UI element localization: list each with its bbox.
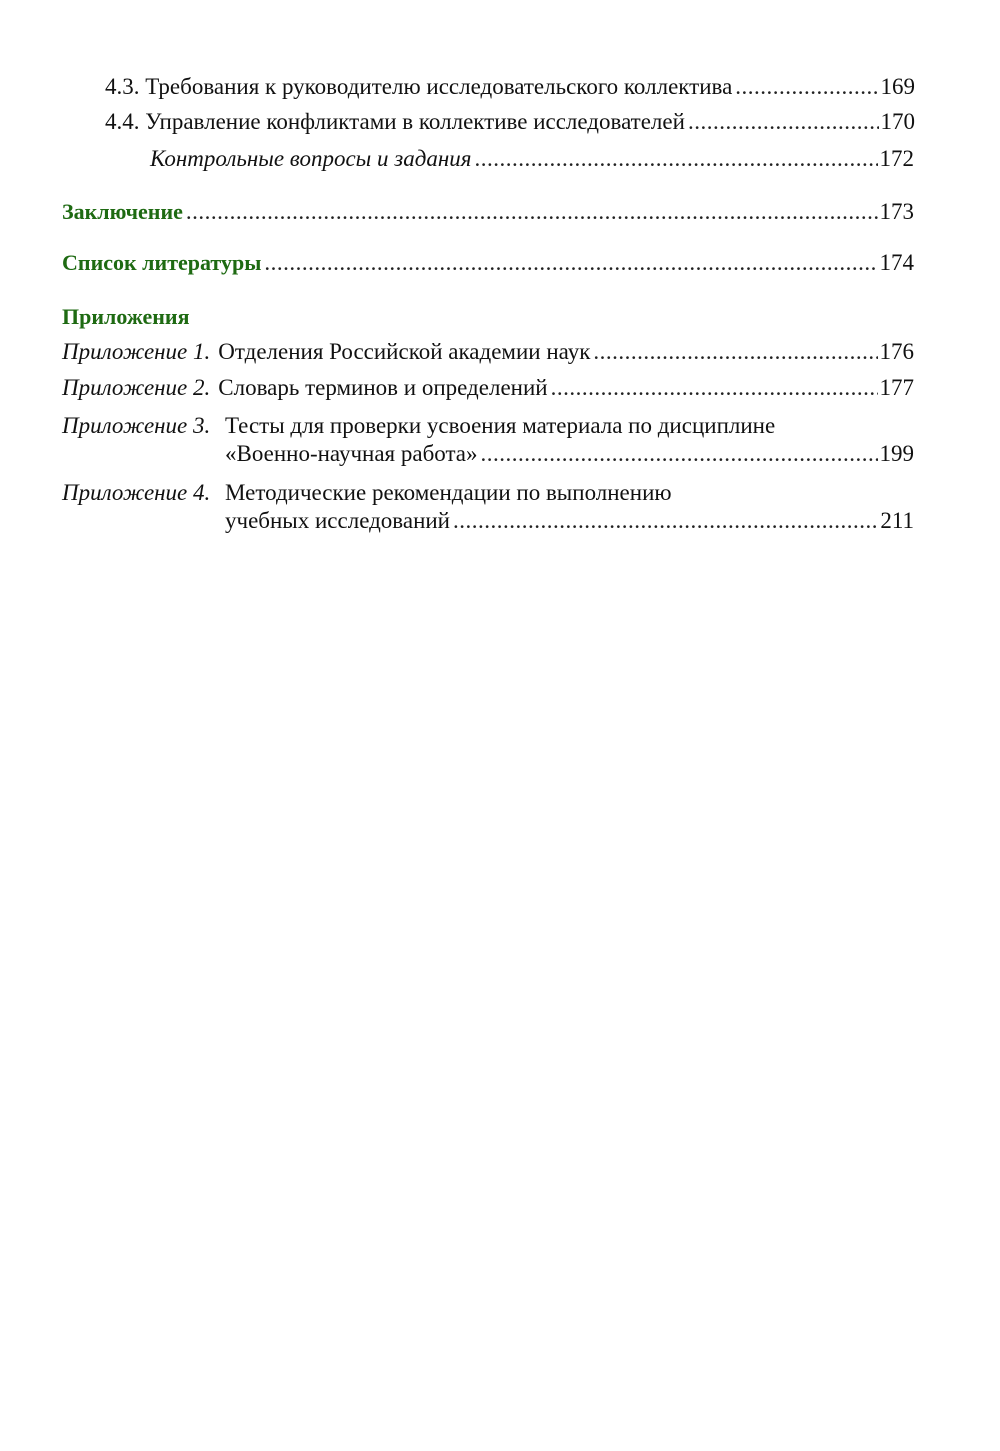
toc-entry-title-line-2: «Военно-научная работа» [225,441,478,466]
toc-entry-page: 211 [880,508,914,533]
toc-entry-title-line-1: Тесты для проверки усвоения материала по дисциплине [225,413,776,438]
dot-leader [593,337,877,367]
toc-entry-title: Отделения Российской академии наук [218,339,591,364]
toc-entry-title: Список литературы [62,250,262,275]
toc-entry-title: Словарь терминов и определений [218,375,548,400]
toc-entry-bibliography [62,248,914,278]
toc-entry-page: 173 [879,199,914,224]
toc-entry-page: 199 [879,441,914,466]
toc-entry-questions [150,144,914,174]
toc-entry-page: 177 [879,375,914,400]
dot-leader [481,439,878,469]
toc-entry-title: Заключение [62,199,183,224]
toc-entry-page: 176 [879,339,914,364]
appendices-heading: Приложения [62,304,190,329]
toc-entry-title: 4.3. Требования к руководителю исследовательского коллектива [105,74,733,99]
appendix-prefix: Приложение 2. [62,375,211,400]
toc-entry-page: 174 [879,250,914,275]
dot-leader [186,197,878,227]
toc-entry-title-line-2: учебных исследований [225,508,450,533]
dot-leader [551,373,878,403]
toc-entry-title: 4.4. Управление конфликтами в коллективе исследователей [105,109,685,134]
dot-leader [264,248,877,278]
toc-entry-title: Контрольные вопросы и задания [150,146,472,171]
appendix-prefix: Приложение 1. [62,339,211,364]
dot-leader [688,107,879,137]
toc-entry-4-3 [105,72,915,102]
dot-leader [735,72,878,102]
toc-entry-appendix-4 [225,506,914,536]
dot-leader [453,506,878,536]
toc-entry-appendix-1 [62,337,914,367]
appendix-prefix: Приложение 4. [62,480,211,505]
toc-entry-page: 169 [880,74,915,99]
toc-entry-conclusion [62,197,914,227]
toc-entry-appendix-3 [225,439,914,469]
dot-leader [474,144,877,174]
toc-entry-page: 172 [879,146,914,171]
toc-entry-title-line-1: Методические рекомендации по выполнению [225,480,672,505]
toc-entry-page: 170 [880,109,915,134]
appendix-prefix: Приложение 3. [62,413,211,438]
toc-entry-appendix-2 [62,373,914,403]
toc-entry-4-4 [105,107,915,137]
